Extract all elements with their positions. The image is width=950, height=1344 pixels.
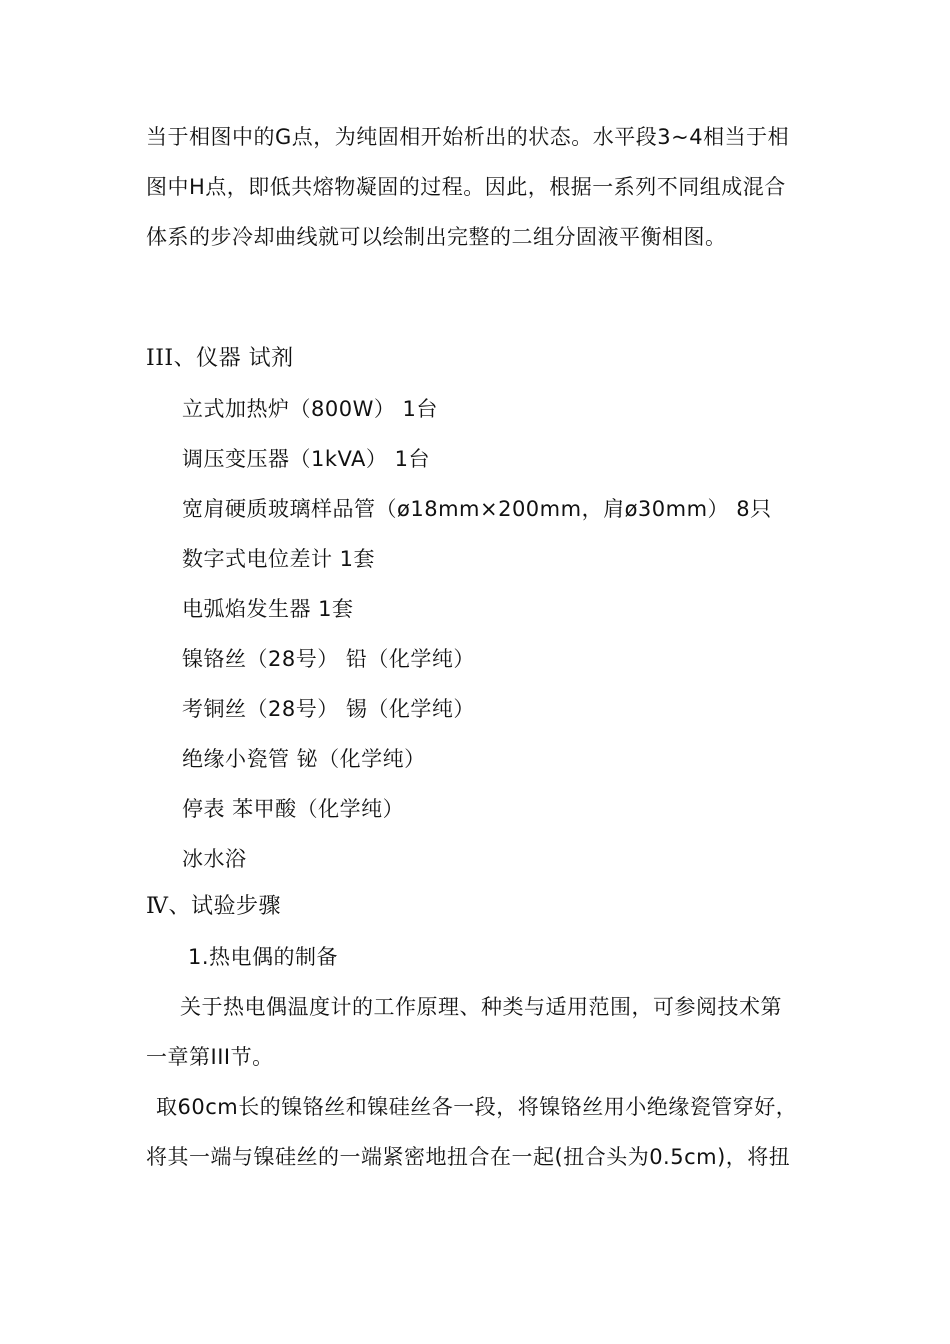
section-3-heading: III、仪器 试剂 — [146, 346, 294, 371]
equipment-item-3: 宽肩硬质玻璃样品管（ø18mm×200mm，肩ø30mm） 8只 — [182, 497, 772, 521]
equipment-item-7: 考铜丝（28号） 锡（化学纯） — [182, 697, 475, 721]
equipment-item-4: 数字式电位差计 1套 — [182, 547, 376, 571]
intro-line-1: 当于相图中的G点，为纯固相开始析出的状态。水平段3~4相当于相 — [146, 125, 790, 149]
equipment-item-5: 电弧焰发生器 1套 — [182, 597, 354, 621]
equipment-item-10: 冰水浴 — [182, 847, 247, 871]
equipment-item-9: 停表 苯甲酸（化学纯） — [182, 797, 405, 821]
step-1-title: 1.热电偶的制备 — [188, 945, 339, 969]
equipment-item-2: 调压变压器（1kVA） 1台 — [182, 447, 430, 471]
paragraph-2-line-2: 将其一端与镍硅丝的一端紧密地扭合在一起(扭合头为0.5cm)，将扭 — [146, 1145, 791, 1169]
intro-line-3: 体系的步冷却曲线就可以绘制出完整的二组分固液平衡相图。 — [146, 225, 727, 249]
equipment-item-8: 绝缘小瓷管 铋（化学纯） — [182, 747, 426, 771]
paragraph-1-line-2: 一章第III节。 — [146, 1045, 274, 1069]
equipment-item-6: 镍铬丝（28号） 铅（化学纯） — [182, 647, 475, 671]
intro-line-2: 图中H点，即低共熔物凝固的过程。因此，根据一系列不同组成混合 — [146, 175, 786, 199]
equipment-item-1: 立式加热炉（800W） 1台 — [182, 397, 438, 421]
section-4-heading: Ⅳ、试验步骤 — [146, 894, 281, 919]
paragraph-2-line-1: 取60cm长的镍铬丝和镍硅丝各一段，将镍铬丝用小绝缘瓷管穿好， — [156, 1095, 798, 1119]
paragraph-1-line-1: 关于热电偶温度计的工作原理、种类与适用范围，可参阅技术第 — [180, 995, 782, 1019]
